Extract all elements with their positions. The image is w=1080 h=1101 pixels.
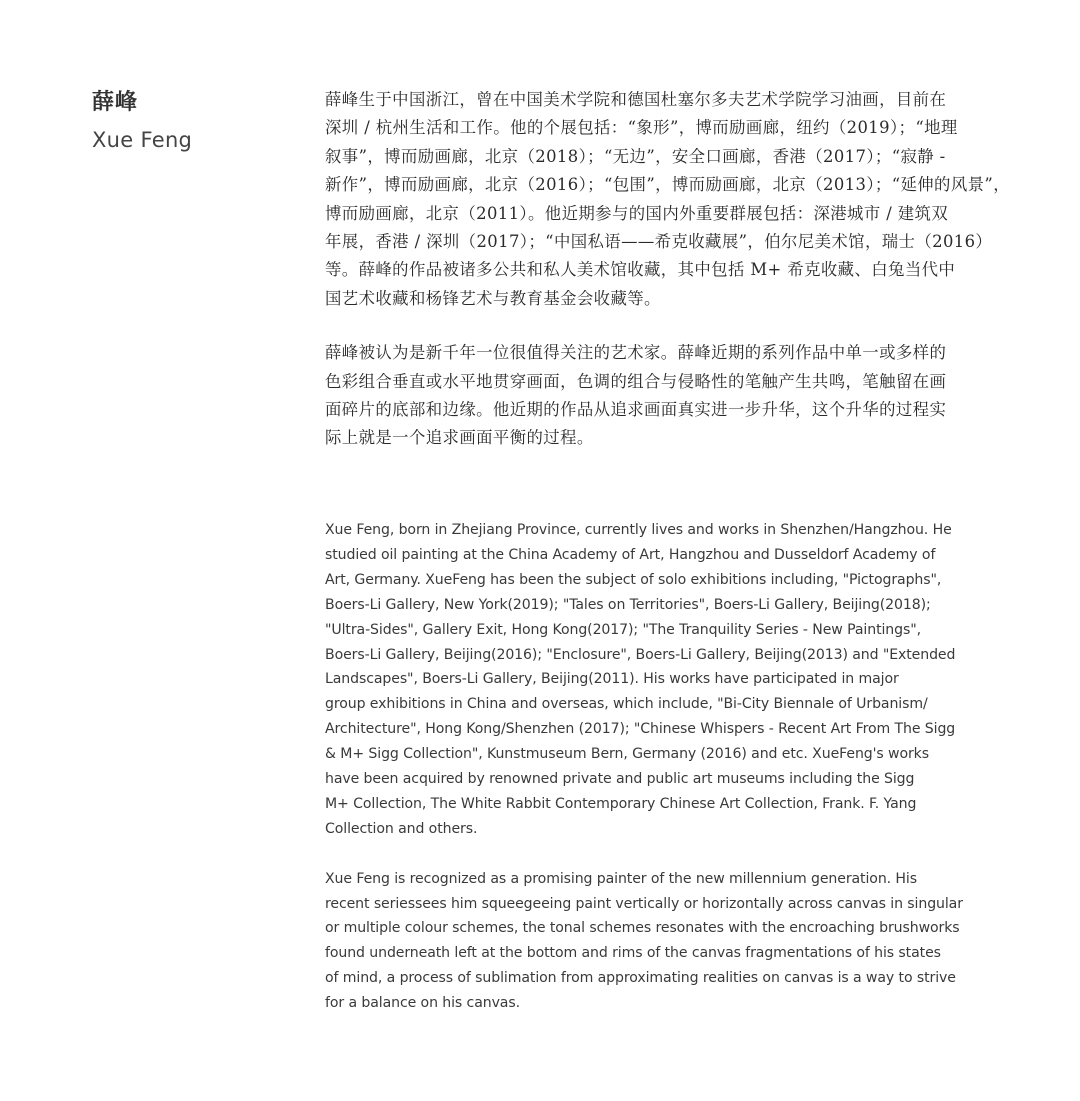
text-line: for a balance on his canvas. xyxy=(325,995,520,1012)
text-line: "Ultra-Sides", Gallery Exit, Hong Kong(2017); "The Tranquility Series - New Paintings", xyxy=(325,621,921,638)
text-line: & M+ Sigg Collection", Kunstmuseum Bern, Germany (2016) and etc. XueFeng's works xyxy=(325,746,929,763)
text-line: 博而励画廊，北京（2011）。他近期参与的国内外重要群展包括：深港城市 / 建筑双 xyxy=(325,203,949,223)
chinese-bio-paragraph-2 xyxy=(325,339,985,453)
text-line: 年展，香港 / 深圳（2017）；“中国私语——希克收藏展”，伯尔尼美术馆，瑞士（2016） xyxy=(325,232,993,252)
text-line: 薛峰被认为是新千年一位很值得关注的艺术家。薛峰近期的系列作品中单一或多样的 xyxy=(325,343,947,363)
text-line: Xue Feng, born in Zhejiang Province, currently lives and works in Shenzhen/Hangzhou. He xyxy=(325,522,952,538)
chinese-bio-paragraph-1 xyxy=(325,86,1011,313)
text-line: Architecture", Hong Kong/Shenzhen (2017); "Chinese Whispers - Recent Art From The Sigg xyxy=(325,721,956,738)
artist-name-english: Xue Feng xyxy=(92,128,193,152)
english-bio-paragraph-2 xyxy=(325,867,985,1016)
text-line: studied oil painting at the China Academy of Art, Hangzhou and Dusseldorf Academy of xyxy=(325,546,936,563)
text-line: of mind, a process of sublimation from approximating realities on canvas is a way to strive xyxy=(325,970,956,987)
text-line: 等。薛峰的作品被诸多公共和私人美术馆收藏，其中包括 M+ 希克收藏、白兔当代中 xyxy=(325,260,956,280)
text-line: 叙事”，博而励画廊，北京（2018）；“无边”，安全口画廊，香港（2017）；“寂静 - xyxy=(325,146,946,166)
text-line: found underneath left at the bottom and rims of the canvas fragmentations of his states xyxy=(325,945,941,962)
english-bio-paragraph-1 xyxy=(325,518,985,842)
text-line: Xue Feng is recognized as a promising painter of the new millennium generation. His xyxy=(325,870,917,887)
text-line: group exhibitions in China and overseas, which include, "Bi-City Biennale of Urbanism/ xyxy=(325,696,928,713)
artist-name-block xyxy=(92,86,192,156)
text-line: or multiple colour schemes, the tonal schemes resonates with the encroaching brushworks xyxy=(325,920,960,937)
text-line: 深圳 / 杭州生活和工作。他的个展包括：“象形”，博而励画廊，纽约（2019）；“地理 xyxy=(325,118,958,138)
text-line: have been acquired by renowned private and public art museums including the Sigg xyxy=(325,771,915,788)
artist-name-chinese: 薛峰 xyxy=(92,89,139,115)
text-line: 面碎片的底部和边缘。他近期的作品从追求画面真实进一步升华，这个升华的过程实 xyxy=(325,400,947,420)
text-line: 新作”，博而励画廊，北京（2016）；“包围”，博而励画廊，北京（2013）；“延伸的风景”， xyxy=(325,175,1011,195)
text-line: 国艺术收藏和杨锋艺术与教育基金会收藏等。 xyxy=(325,288,661,308)
text-line: 色彩组合垂直或水平地贯穿画面，色调的组合与侵略性的笔触产生共鸣，笔触留在画 xyxy=(325,371,947,391)
english-biography xyxy=(325,518,985,1016)
text-line: Collection and others. xyxy=(325,820,478,837)
text-line: M+ Collection, The White Rabbit Contemporary Chinese Art Collection, Frank. F. Yang xyxy=(325,795,917,812)
text-line: Boers-Li Gallery, Beijing(2016); "Enclosure", Boers-Li Gallery, Beijing(2013) and "Extended xyxy=(325,646,956,663)
chinese-biography xyxy=(325,86,1011,453)
text-line: 薛峰生于中国浙江，曾在中国美术学院和德国杜塞尔多夫艺术学院学习油画，目前在 xyxy=(325,90,947,109)
text-line: Art, Germany. XueFeng has been the subject of solo exhibitions including, "Pictographs", xyxy=(325,571,942,588)
text-line: recent seriessees him squeegeeing paint vertically or horizontally across canvas in singular xyxy=(325,895,963,912)
text-line: 际上就是一个追求画面平衡的过程。 xyxy=(325,428,594,448)
text-line: Boers-Li Gallery, New York(2019); "Tales on Territories", Boers-Li Gallery, Beijing(2018); xyxy=(325,596,931,613)
text-line: Landscapes", Boers-Li Gallery, Beijing(2011). His works have participated in major xyxy=(325,671,899,688)
